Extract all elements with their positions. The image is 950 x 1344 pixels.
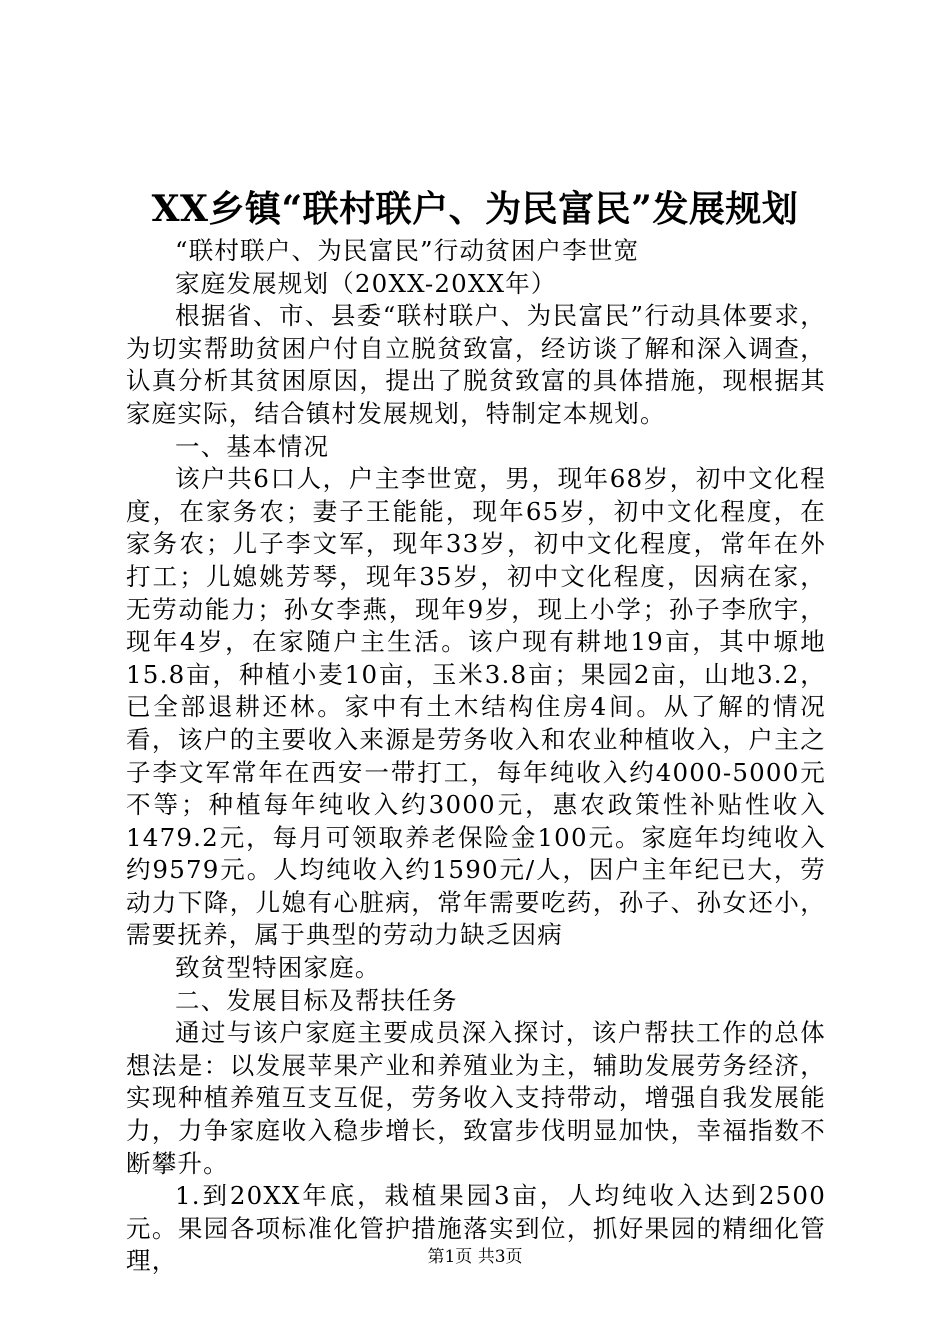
section-heading-basic-info: 一、基本情况	[175, 431, 330, 461]
subtitle-line-1: “联村联户、为民富民”行动贫困户李世宽	[175, 236, 640, 265]
section-heading-goals: 二、发展目标及帮扶任务	[175, 985, 458, 1015]
goal-item-1: 1.到20XX年底，栽植果园3亩，人均纯收入达到2500元。果园各项标准化管护措施落实到位，抓好果园的精细化管理，	[126, 1181, 826, 1276]
document-title: XX乡镇“联村联户、为民富民”发展规划	[151, 188, 799, 230]
goals-paragraph: 通过与该户家庭主要成员深入探讨，该户帮扶工作的总体想法是：以发展苹果产业和养殖业为主，辅助发展劳务经济，实现种植养殖互支互促，劳务收入支持带动，增强自我发展能力，力争家庭收入稳步增长，致富步伐明显加快，幸福指数不断攀升。	[126, 1018, 826, 1178]
basic-info-paragraph: 该户共6口人，户主李世宽，男，现年68岁，初中文化程度，在家务农；妻子王能能，现年65岁，初中文化程度，在家务农；儿子李文军，现年33岁，初中文化程度，常年在外打工；儿媳姚芳琴，现年35岁，初中文化程度，因病在家，无劳动能力；孙女李燕，现年9岁，现上小学；孙子李欣宇，现年4岁，在家随户主生活。该户现有耕地19亩，其中塬地15.8亩，种植小麦10亩，玉米3.8亩；果园2亩，山地3.2，已全部退耕还林。家中有土木结构住房4间。从了解的情况看，该户的主要收入来源是劳务收入和农业种植收入，户主之子李文军常年在西安一带打工，每年纯收入约4000-5000元不等；种植每年纯收入约3000元，惠农政策性补贴性收入1479.2元，每月可领取养老保险金100元。家庭年均纯收入约9579元。人均纯收入约1590元/人，因户主年纪已大，劳动力下降，儿媳有心脏病，常年需要吃药，孙子、孙女还小，需要抚养，属于典型的劳动力缺乏因病	[126, 464, 826, 950]
basic-info-continuation: 致贫型特困家庭。	[175, 953, 381, 983]
subtitle-line-2: 家庭发展规划（20XX-20XX年）	[175, 268, 557, 298]
document-body	[126, 235, 826, 1278]
intro-paragraph: 根据省、市、县委“联村联户、为民富民”行动具体要求，为切实帮助贫困户付自立脱贫致富，经访谈了解和深入调查，认真分析其贫困原因，提出了脱贫致富的具体措施，现根据其家庭实际，结合镇村发展规划，特制定本规划。	[126, 301, 826, 428]
page-footer: 第1页 共3页	[427, 1247, 523, 1267]
